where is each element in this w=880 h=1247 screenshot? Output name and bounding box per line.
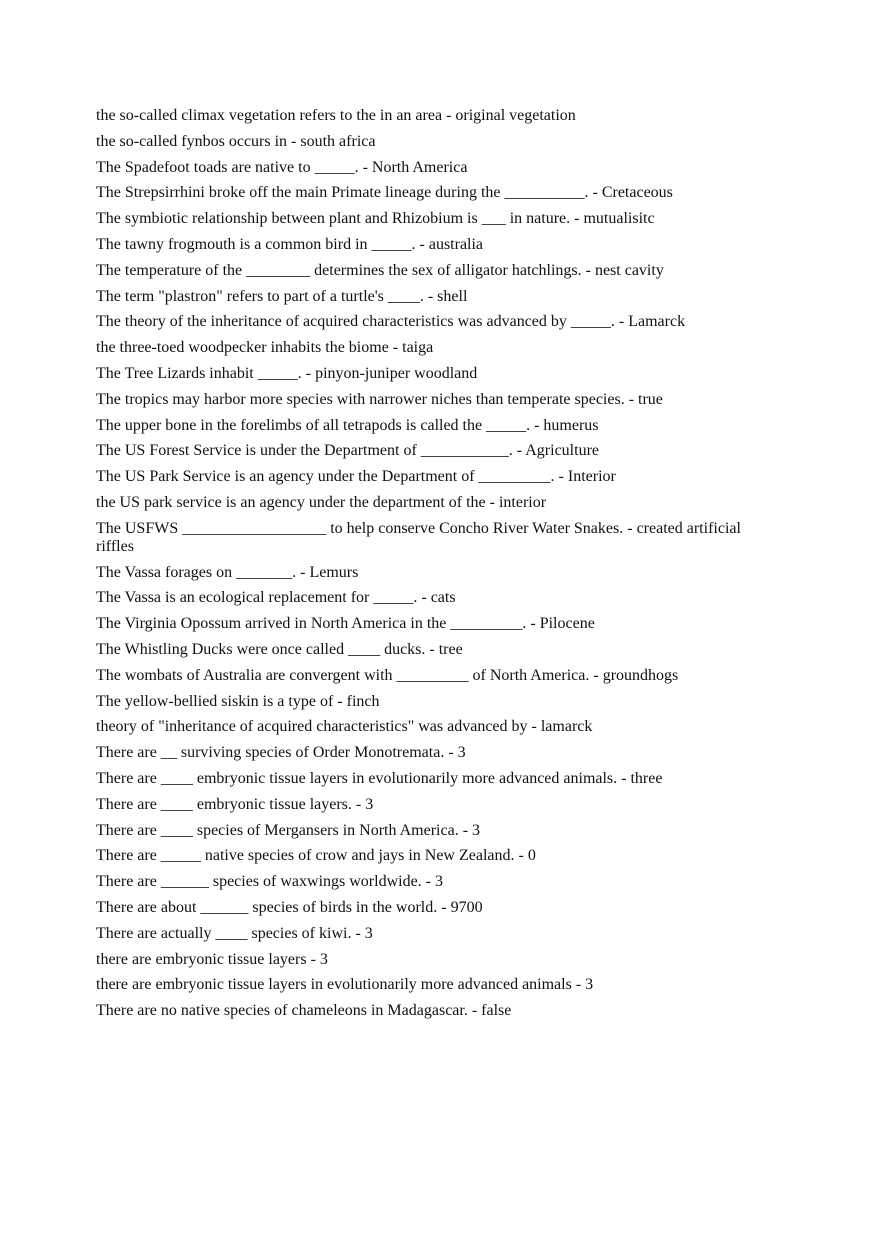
flashcard-line: the three-toed woodpecker inhabits the biome - taiga [96,339,434,357]
flashcard-line: There are __ surviving species of Order Monotremata. - 3 [96,744,466,762]
flashcard-line: There are about ______ species of birds in the world. - 9700 [96,898,483,916]
flashcard-line: The US Park Service is an agency under the Department of _________. - Interior [96,468,616,486]
flashcard-line: The Spadefoot toads are native to _____. - North America [96,158,468,176]
flashcard-list [96,107,756,1028]
flashcard-line: The Vassa forages on _______. - Lemurs [96,563,359,581]
flashcard-line: There are no native species of chameleons in Madagascar. - false [96,1002,512,1020]
flashcard-line: There are actually ____ species of kiwi. - 3 [96,924,373,942]
flashcard-line: The theory of the inheritance of acquired characteristics was advanced by _____. - Lamarck [96,313,686,331]
flashcard-line: The tawny frogmouth is a common bird in _____. - australia [96,235,484,253]
flashcard-line: The term "plastron" refers to part of a turtle's ____. - shell [96,287,468,305]
flashcard-line: The Virginia Opossum arrived in North America in the _________. - Pilocene [96,615,595,633]
flashcard-line: the so-called climax vegetation refers to the in an area - original vegetation [96,107,576,124]
flashcard-line: The Vassa is an ecological replacement for _____. - cats [96,589,456,607]
flashcard-line: The Whistling Ducks were once called ____ ducks. - tree [96,640,463,658]
flashcard-line: The USFWS __________________ to help conserve Concho River Water Snakes. - created artificial riffles [96,519,745,555]
flashcard-line: The US Forest Service is under the Department of ___________. - Agriculture [96,442,599,460]
flashcard-line: The wombats of Australia are convergent with _________ of North America. - groundhogs [96,666,679,684]
flashcard-line: The symbiotic relationship between plant and Rhizobium is ___ in nature. - mutualisitc [96,210,655,228]
flashcard-line: The temperature of the ________ determines the sex of alligator hatchlings. - nest cavity [96,261,664,279]
flashcard-line: The yellow-bellied siskin is a type of - finch [96,692,380,710]
flashcard-line: There are ____ embryonic tissue layers. - 3 [96,795,374,813]
flashcard-line: The Tree Lizards inhabit _____. - pinyon-juniper woodland [96,364,478,382]
flashcard-line: the so-called fynbos occurs in - south africa [96,132,376,150]
flashcard-line: There are ____ species of Mergansers in North America. - 3 [96,821,481,839]
flashcard-line: The tropics may harbor more species with narrower niches than temperate species. - true [96,390,663,408]
flashcard-line: the US park service is an agency under the department of the - interior [96,493,547,511]
flashcard-line: The Strepsirrhini broke off the main Primate lineage during the __________. - Cretaceous [96,184,673,202]
flashcard-line: there are embryonic tissue layers - 3 [96,950,328,968]
flashcard-line: There are ______ species of waxwings worldwide. - 3 [96,873,444,891]
flashcard-line: There are ____ embryonic tissue layers in evolutionarily more advanced animals. - three [96,769,663,787]
flashcard-line: there are embryonic tissue layers in evolutionarily more advanced animals - 3 [96,976,594,994]
flashcard-line: There are _____ native species of crow and jays in New Zealand. - 0 [96,847,536,865]
flashcard-line: theory of "inheritance of acquired characteristics" was advanced by - lamarck [96,718,593,736]
flashcard-line: The upper bone in the forelimbs of all tetrapods is called the _____. - humerus [96,416,599,434]
